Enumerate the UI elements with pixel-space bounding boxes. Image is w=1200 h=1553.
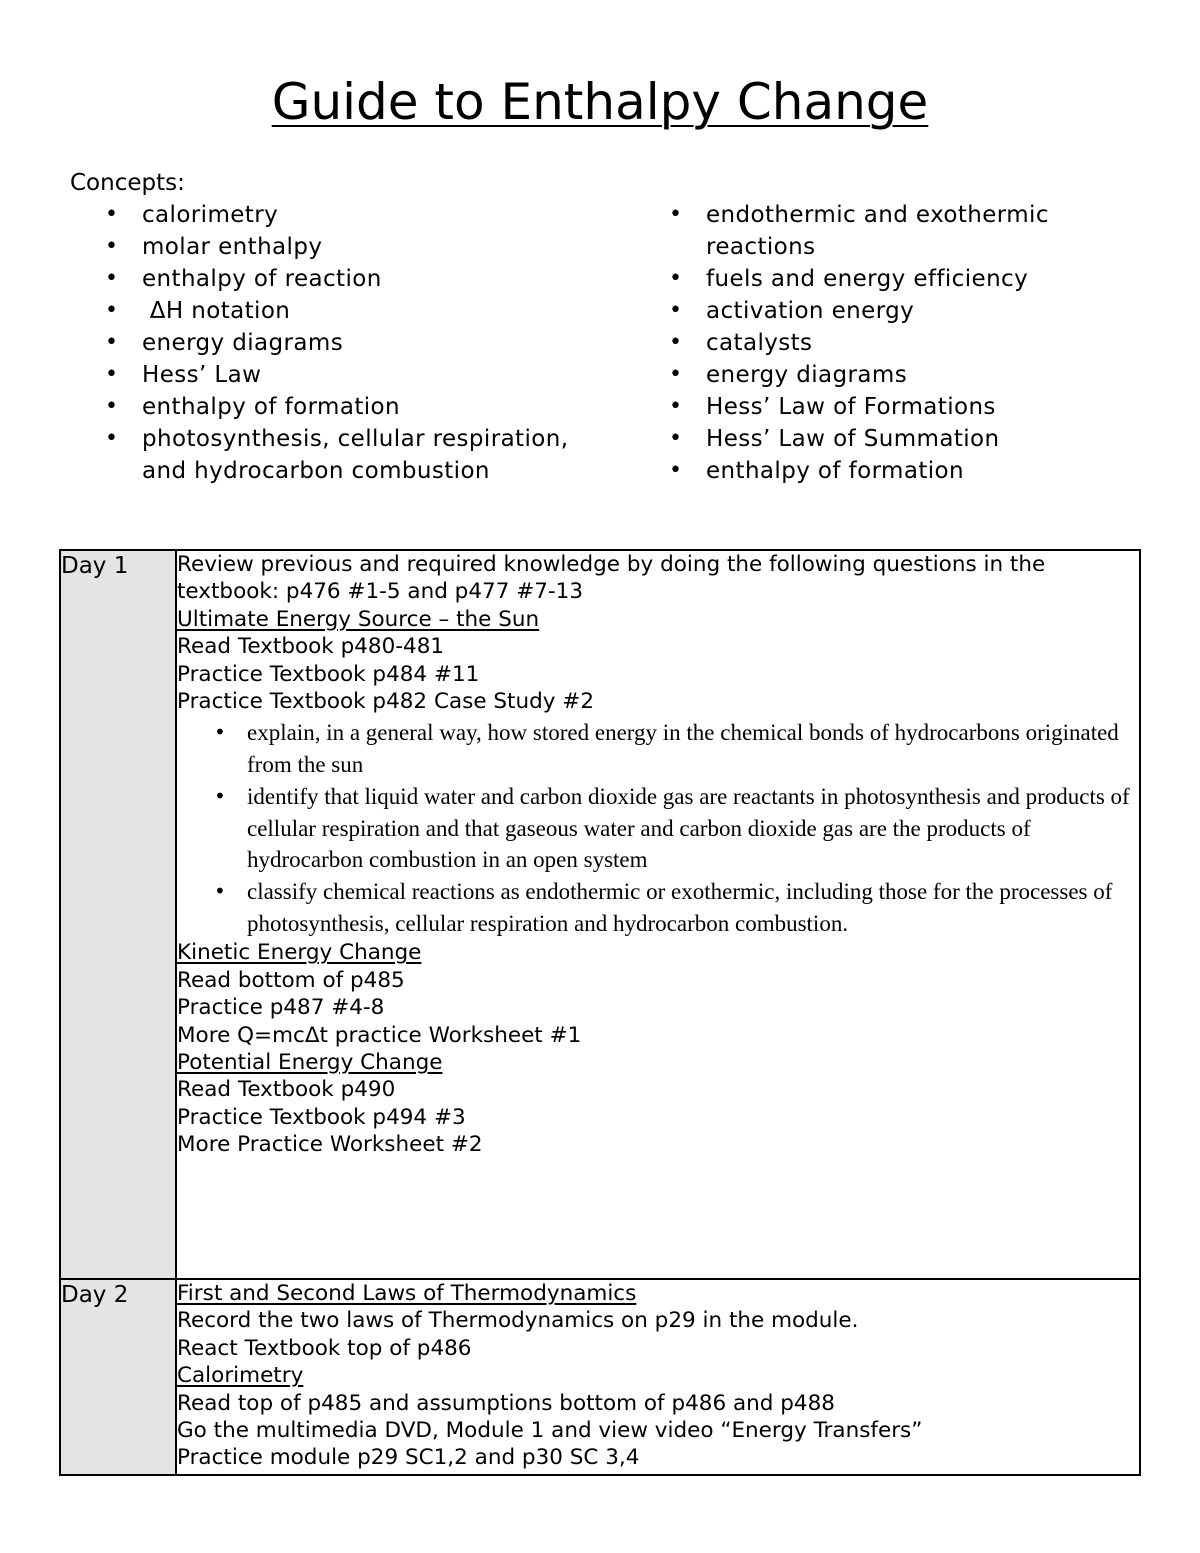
task-line: Read top of p485 and assumptions bottom of p486 and p488 — [177, 1390, 835, 1416]
section-heading: Calorimetry — [177, 1363, 304, 1389]
day-content — [176, 1279, 1140, 1475]
concept-item: • fuels and energy efficiency — [706, 263, 1136, 295]
task-line: Read Textbook p490 — [177, 1077, 396, 1103]
concept-item: • enthalpy of formation — [706, 455, 1136, 487]
task-line: Practice p487 #4-8 — [177, 995, 385, 1021]
concepts-label: Concepts: — [70, 170, 185, 196]
concept-item: • Hess’ Law of Summation — [706, 423, 1136, 455]
concept-item: • Hess’ Law of Formations — [706, 391, 1136, 423]
outcome-item: • explain, in a general way, how stored energy in the chemical bonds of hydrocarbons originated from the sun — [247, 717, 1139, 780]
task-line: Practice Textbook p484 #11 — [177, 661, 480, 687]
outcome-item: • classify chemical reactions as endothermic or exothermic, including those for the processes of photosynthesis, cellular respiration and hydrocarbon combustion. — [247, 876, 1139, 939]
section-heading: Kinetic Energy Change — [177, 940, 422, 966]
day-content — [176, 550, 1140, 1279]
task-line: Record the two laws of Thermodynamics on p29 in the module. — [177, 1308, 859, 1334]
task-line: Practice Textbook p482 Case Study #2 — [177, 689, 595, 715]
concept-item: • enthalpy of formation — [142, 391, 582, 423]
task-line: Practice module p29 SC1,2 and p30 SC 3,4 — [177, 1445, 640, 1471]
outcome-item: • identify that liquid water and carbon dioxide gas are reactants in photosynthesis and products of cellular respiration and that gaseous water and carbon dioxide gas are the products of hydrocarbon combustion in an open system — [247, 781, 1139, 876]
concepts-list-left — [142, 199, 582, 487]
concept-item: • Hess’ Law — [142, 359, 582, 391]
task-line: Go the multimedia DVD, Module 1 and view video “Energy Transfers” — [177, 1418, 923, 1444]
section-heading: Potential Energy Change — [177, 1049, 443, 1075]
page-title: Guide to Enthalpy Change — [271, 73, 929, 131]
concept-item: • enthalpy of reaction — [142, 263, 582, 295]
concept-item: • energy diagrams — [142, 327, 582, 359]
task-line: Read bottom of p485 — [177, 967, 405, 993]
concept-item: • catalysts — [706, 327, 1136, 359]
day-label: Day 2 — [60, 1279, 176, 1475]
task-line: More Q=mcΔt practice Worksheet #1 — [177, 1022, 582, 1048]
concept-item: • energy diagrams — [706, 359, 1136, 391]
concept-item: • ΔH notation — [142, 295, 582, 327]
section-heading: First and Second Laws of Thermodynamics — [177, 1281, 637, 1306]
concept-item: • molar enthalpy — [142, 231, 582, 263]
day-row — [60, 1279, 1140, 1475]
intro-text: Review previous and required knowledge by doing the following questions in the textbook: p476 #1-5 and p477 #7-13 — [177, 552, 1046, 605]
task-line: React Textbook top of p486 — [177, 1335, 472, 1361]
task-line: Read Textbook p480-481 — [177, 634, 445, 660]
concept-item: • activation energy — [706, 295, 1136, 327]
concept-item: • calorimetry — [142, 199, 582, 231]
task-line: More Practice Worksheet #2 — [177, 1132, 483, 1158]
day-row — [60, 550, 1140, 1279]
concepts-list-right — [706, 199, 1136, 487]
concept-item: • endothermic and exothermic reactions — [706, 199, 1136, 263]
task-line: Practice Textbook p494 #3 — [177, 1104, 466, 1130]
concept-item: • photosynthesis, cellular respiration, and hydrocarbon combustion — [142, 423, 582, 487]
section-heading: Ultimate Energy Source – the Sun — [177, 606, 540, 632]
outcomes-list — [177, 717, 1139, 939]
day-label: Day 1 — [60, 550, 176, 1279]
schedule-table — [59, 549, 1141, 1476]
